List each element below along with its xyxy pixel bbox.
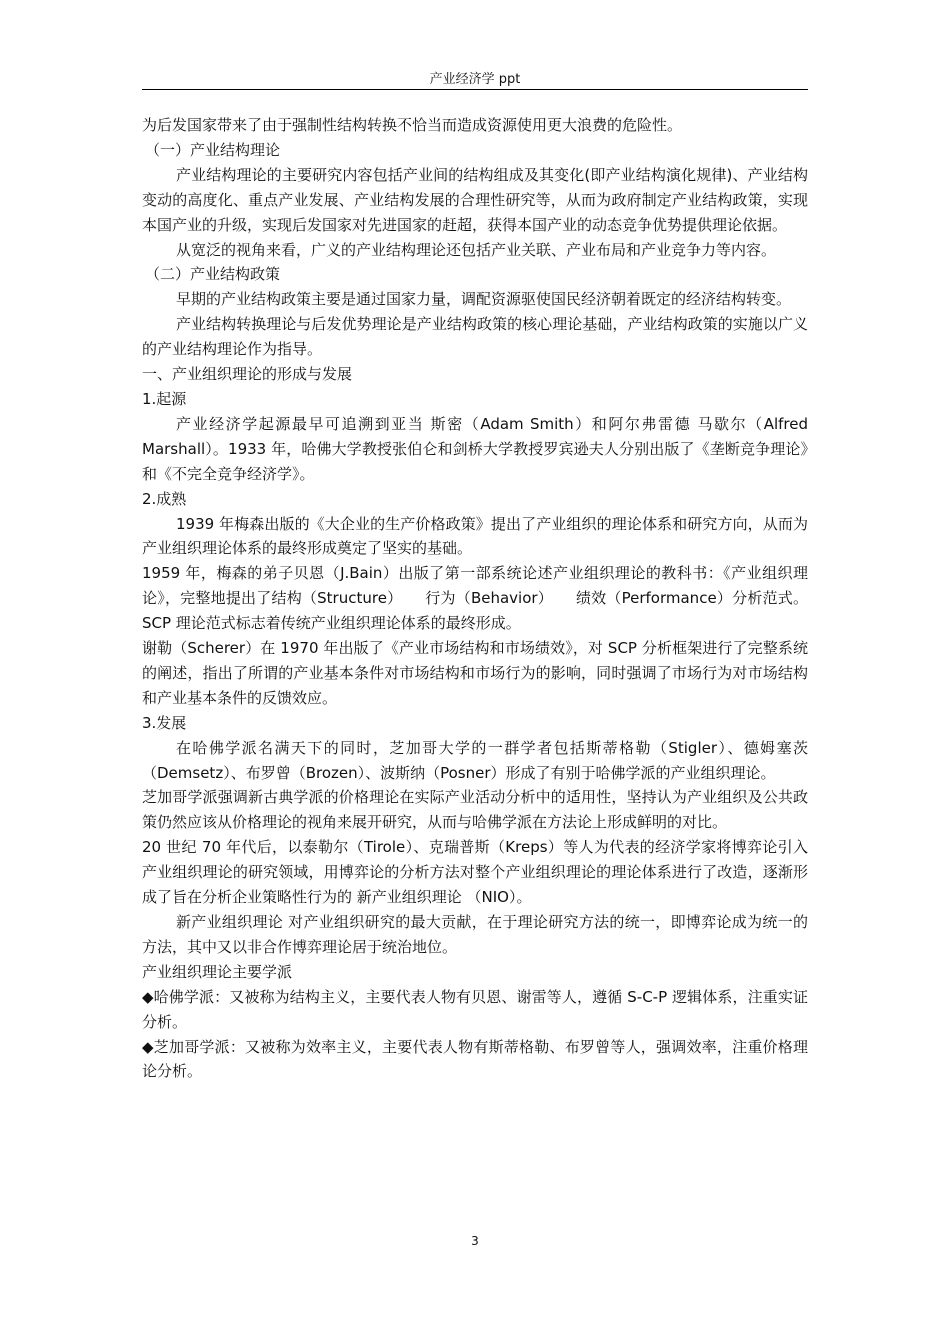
paragraph-scherer-1970: 谢勒（Scherer）在 1970 年出版了《产业市场结构和市场绩效》，对 SCP 分析框架进行了完整系统的阐述，指出了所谓的产业基本条件对市场结构和市场行为的影响，同时强调了市场行为对市场结构和产业基本条件的反馈效应。: [142, 639, 808, 707]
paragraph-broad-structure-theory: 从宽泛的视角来看，广义的产业结构理论还包括产业关联、产业布局和产业竞争力等内容。: [176, 240, 777, 259]
list-item-harvard-school: ◆哈佛学派：又被称为结构主义，主要代表人物有贝恩、谢雷等人，遵循 S-C-P 逻辑体系，注重实证分析。: [142, 987, 808, 1031]
heading-development: 3.发展: [142, 713, 187, 732]
paragraph-origin: 产业经济学起源最早可追溯到亚当 斯密（Adam Smith）和阿尔弗雷德 马歇尔（Alfred Marshall）。1933 年，哈佛大学教授张伯仑和剑桥大学教授罗宾逊夫人分别出版了《垄断竞争理论》和《不完全竞争经济学》。: [142, 414, 808, 483]
paragraph-chicago-school: 芝加哥学派强调新古典学派的价格理论在实际产业活动分析中的适用性，坚持认为产业组织及公共政策仍然应该从价格理论的视角来展开研究，从而与哈佛学派在方法论上形成鲜明的对比。: [142, 788, 808, 832]
heading-main-schools: 产业组织理论主要学派: [142, 962, 293, 981]
paragraph-nio-contribution: 新产业组织理论 对产业组织研究的最大贡献，在于理论研究方法的统一，即博弈论成为统一的方法，其中又以非合作博弈理论居于统治地位。: [142, 913, 808, 956]
heading-organization-theory-development: 一、产业组织理论的形成与发展: [142, 365, 353, 384]
paragraph-chicago-scholars: 在哈佛学派名满天下的同时，芝加哥大学的一群学者包括斯蒂格勒（Stigler）、德姆塞茨（Demsetz）、布罗曾（Brozen）、波斯纳（Posner）形成了有别于哈佛学派的产业组织理论。: [142, 738, 808, 782]
section-heading-industrial-structure-policy: （二）产业结构政策: [145, 265, 281, 284]
header-divider: [142, 89, 808, 90]
paragraph-early-policy: 早期的产业结构政策主要是通过国家力量，调配资源驱使国民经济朝着既定的经济结构转变。: [176, 290, 792, 309]
page-header-title: 产业经济学 ppt: [429, 72, 521, 87]
paragraph-policy-foundation: 产业结构转换理论与后发优势理论是产业结构政策的核心理论基础，产业结构政策的实施以广义的产业结构理论作为指导。: [142, 315, 808, 359]
paragraph-bain-1959: 1959 年，梅森的弟子贝恩（J.Bain）出版了第一部系统论述产业组织理论的教科书：《产业组织理论》，完整地提出了结构（Structure） 行为（Behavior） 绩效（Performance）分析范式。SCP 理论范式标志着传统产业组织理论体系的最终形成。: [142, 564, 808, 633]
paragraph-structure-theory-content: 产业结构理论的主要研究内容包括产业间的结构组成及其变化(即产业结构演化规律)、产业结构变动的高度化、重点产业发展、产业结构发展的合理性研究等，从而为政府制定产业结构政策，实现本国产业的升级，实现后发国家对先进国家的赶超，获得本国产业的动态竞争优势提供理论依据。: [142, 165, 808, 234]
section-heading-industrial-structure-theory: （一）产业结构理论: [145, 140, 281, 159]
paragraph-game-theory: 20 世纪 70 年代后，以泰勒尔（Tirole）、克瑞普斯（Kreps）等人为代表的经济学家将博弈论引入产业组织理论的研究领域，用博弈论的分析方法对整个产业组织理论的理论体系进行了改造，逐渐形成了旨在分析企业策略性行为的 新产业组织理论 （NIO）。: [142, 838, 808, 907]
page-number: 3: [471, 1234, 479, 1248]
document-body: [142, 113, 808, 1084]
heading-origin: 1.起源: [142, 389, 187, 408]
paragraph-continuation: 为后发国家带来了由于强制性结构转换不恰当而造成资源使用更大浪费的危险性。: [142, 116, 683, 134]
heading-maturity: 2.成熟: [142, 489, 187, 508]
paragraph-mason-1939: 1939 年梅森出版的《大企业的生产价格政策》提出了产业组织的理论体系和研究方向，从而为产业组织理论体系的最终形成奠定了坚实的基础。: [142, 514, 808, 558]
list-item-chicago-school: ◆芝加哥学派：又被称为效率主义，主要代表人物有斯蒂格勒、布罗曾等人，强调效率，注重价格理论分析。: [142, 1037, 808, 1081]
